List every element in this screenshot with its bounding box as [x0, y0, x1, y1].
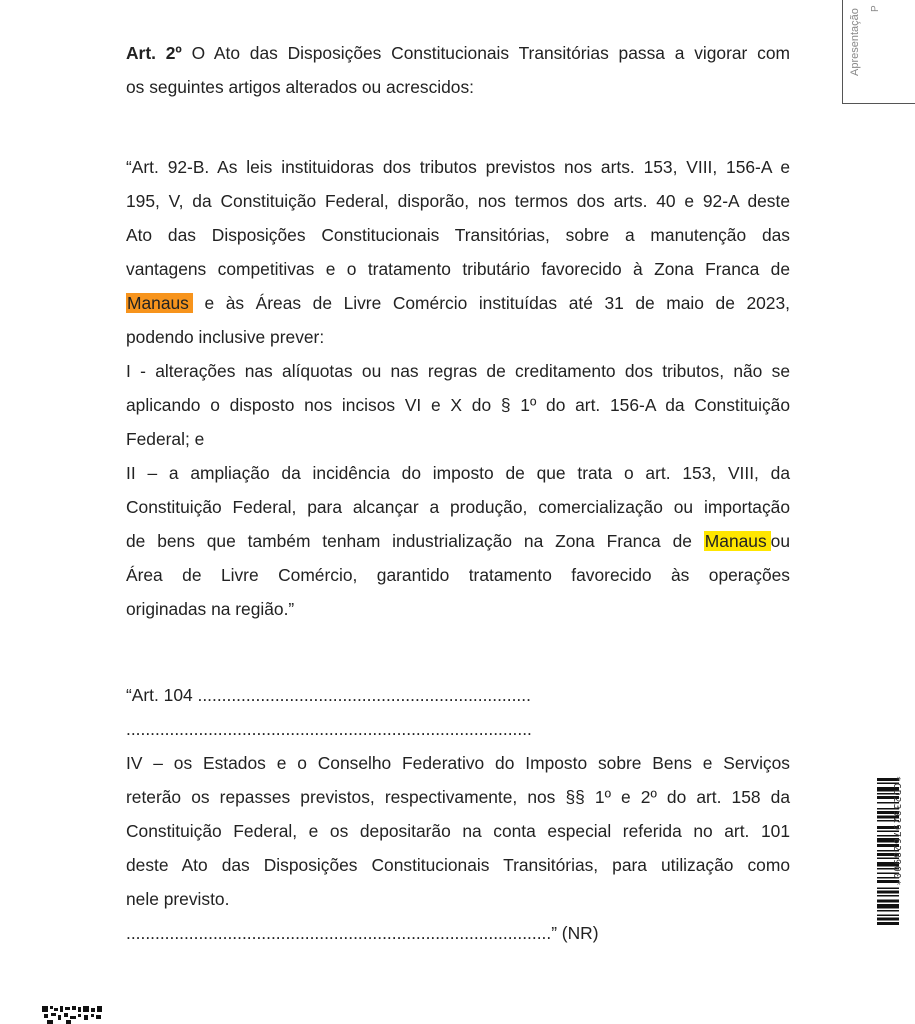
inciso-i-line2: aplicando o disposto nos incisos VI e X do § 1º do art. 156-A da Constituição — [126, 395, 790, 415]
closing-line: ........................................................................................” (NR) — [126, 923, 599, 943]
art2-label: Art. 2º — [126, 43, 182, 63]
qr-code-icon — [42, 1004, 102, 1024]
art104-line1: “Art. 104 ..................................................................... — [126, 685, 531, 705]
inciso-iv-line5: nele previsto. — [126, 889, 230, 909]
art92b-line1: “Art. 92-B. As leis instituidoras dos tributos previstos nos arts. 153, VIII, 156-A e — [126, 157, 790, 177]
art92b-line5: Manaus e às Áreas de Livre Comércio instituídas até 31 de maio de 2023, — [127, 293, 790, 313]
art92b-line3: Ato das Disposições Constitucionais Transitórias, sobre a manutenção das — [126, 225, 790, 245]
art92b-line2: 195, V, da Constituição Federal, disporão, nos termos dos arts. 40 e 92-A deste — [126, 191, 790, 211]
inciso-ii-line1: II – a ampliação da incidência do imposto de que trata o art. 153, VIII, da — [126, 463, 790, 483]
document-body — [126, 36, 790, 950]
stamp-label: Apresentação — [849, 8, 861, 76]
inciso-iv-line4: deste Ato das Disposições Constitucionais Transitórias, para utilização como — [126, 855, 790, 875]
inciso-ii-line2: Constituição Federal, para alcançar a produção, comercialização ou importação — [126, 497, 790, 517]
inciso-i-line1: I - alterações nas alíquotas ou nas regras de creditamento dos tributos, não se — [126, 361, 790, 381]
inciso-iv-line1: IV – os Estados e o Conselho Federativo do Imposto sobre Bens e Serviços — [126, 753, 790, 773]
stamp-label-2: P — [870, 5, 881, 12]
inciso-ii-line4: Área de Livre Comércio, garantido tratamento favorecido às operações — [126, 565, 790, 585]
inciso-ii-line5: originadas na região.” — [126, 599, 295, 619]
inciso-i-line3: Federal; e — [126, 429, 205, 449]
inciso-iv-line2: reterão os repasses previstos, respectivamente, nos §§ 1º e 2º do art. 158 da — [126, 787, 790, 807]
highlight-manaus-1: Manaus — [126, 293, 193, 313]
art92b-line6: podendo inclusive prever: — [126, 327, 325, 347]
inciso-ii-line3: de bens que também tenham industrialização na Zona Franca de Manaus ou — [126, 531, 790, 551]
art104-line2: .................................................................................... — [126, 719, 532, 739]
art92b-line4: vantagens competitivas e o tratamento tributário favorecido à Zona Franca de — [126, 259, 790, 279]
art2-line1: Art. 2º O Ato das Disposições Constitucionais Transitórias passa a vigorar com — [126, 43, 790, 63]
highlight-manaus-2: Manaus — [704, 531, 771, 551]
inciso-iv-line3: Constituição Federal, e os depositarão na conta especial referida no art. 101 — [126, 821, 790, 841]
barcode-code: *CD239297628900* — [891, 776, 902, 887]
art2-line2: os seguintes artigos alterados ou acrescidos: — [126, 77, 475, 97]
